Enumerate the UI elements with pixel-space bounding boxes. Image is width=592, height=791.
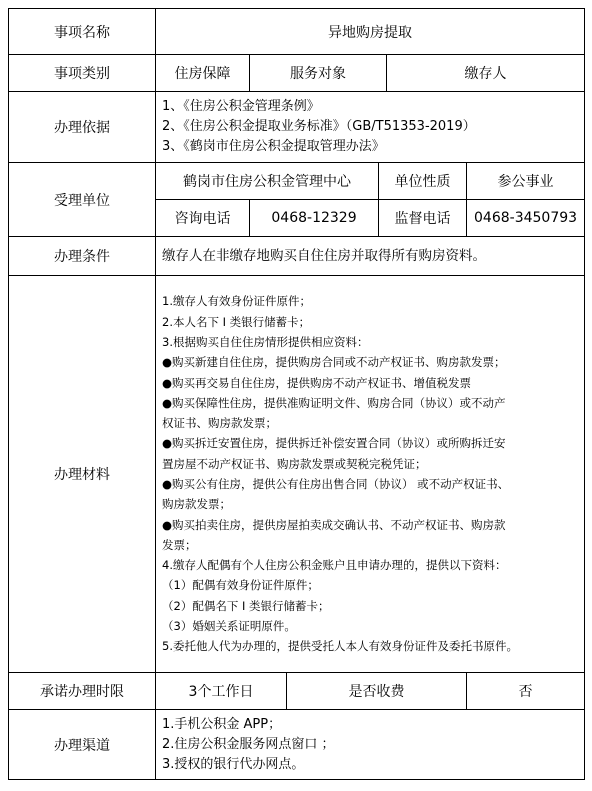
materials-line: 发票； [162, 537, 197, 552]
materials-line: 5.委托他人代为办理的，提供受托人本人有效身份证件及委托书原件。 [162, 639, 518, 654]
time-limit-label: 承诺办理时限 [9, 673, 156, 710]
phone-value: 0468-12329 [250, 200, 379, 237]
materials-line: 购房款发票； [162, 497, 231, 512]
office-nature-value: 参公事业 [467, 163, 585, 200]
materials-line: 权证书、购房款发票； [162, 416, 277, 431]
channel-item: 1.手机公积金 APP； [162, 716, 282, 732]
item-type-label: 事项类别 [9, 55, 156, 92]
basis-item: 3、《鹤岗市住房公积金提取管理办法》 [162, 139, 385, 154]
row-office [9, 163, 585, 200]
materials-line: （3）婚姻关系证明原件。 [162, 619, 296, 634]
channel-item: 2.住房公积金服务网点窗口 ； [162, 736, 335, 752]
materials-line: 4.缴存人配偶有个人住房公积金账户且申请办理的，提供以下资料： [162, 558, 507, 573]
materials-line: ●购买拆迁安置住房，提供拆迁补偿安置合同（协议）或所购拆迁安 [162, 436, 506, 451]
fee-value: 否 [467, 673, 585, 710]
row-materials [9, 276, 585, 673]
materials-content [156, 276, 585, 673]
office-name: 鹤岗市住房公积金管理中心 [156, 163, 379, 200]
basis-label: 办理依据 [9, 92, 156, 163]
supervise-phone-value: 0468-3450793 [467, 200, 585, 237]
materials-line: （1）配偶有效身份证件原件； [162, 578, 319, 593]
phone-label: 咨询电话 [156, 200, 250, 237]
channel-item: 3.授权的银行代办网点。 [162, 756, 305, 772]
materials-line: ●购买再交易自住住房，提供购房不动产权证书、增值税发票 [162, 375, 472, 390]
conditions-label: 办理条件 [9, 237, 156, 276]
service-object-label: 服务对象 [250, 55, 387, 92]
row-item-name [9, 9, 585, 55]
materials-line: 置房屋不动产权证书、购房款发票或契税完税凭证； [162, 456, 427, 471]
item-type-value: 住房保障 [156, 55, 250, 92]
materials-line: ●购买保障性住房，提供准购证明文件、购房合同（协议）或不动产 [162, 395, 506, 410]
office-nature-label: 单位性质 [379, 163, 467, 200]
materials-line: （2）配偶名下 I 类银行储蓄卡； [162, 598, 330, 613]
basis-content [156, 92, 585, 163]
channels-label: 办理渠道 [9, 710, 156, 780]
materials-line: ●购买公有住房，提供公有住房出售合同（协议） 或不动产权证书、 [162, 477, 510, 491]
row-time-limit [9, 673, 585, 710]
fee-label: 是否收费 [287, 673, 467, 710]
materials-line: 1.缴存人有效身份证件原件； [162, 294, 311, 309]
materials-line: ●购买新建自住住房，提供购房合同或不动产权证书、购房款发票； [162, 355, 506, 370]
office-label: 受理单位 [9, 163, 156, 237]
service-object-value: 缴存人 [387, 55, 585, 92]
row-basis [9, 92, 585, 163]
basis-item: 2、《住房公积金提取业务标准》（GB/T51353-2019） [162, 119, 476, 134]
row-conditions [9, 237, 585, 276]
item-name-label: 事项名称 [9, 9, 156, 55]
conditions-text: 缴存人在非缴存地购买自住住房并取得所有购房资料。 [156, 237, 585, 276]
materials-line: ●购买拍卖住房，提供房屋拍卖成交确认书、不动产权证书、购房款 [162, 517, 506, 532]
supervise-phone-label: 监督电话 [379, 200, 467, 237]
basis-item: 1、《住房公积金管理条例》 [162, 99, 320, 114]
row-channels [9, 710, 585, 780]
materials-line: 3.根据购买自住住房情形提供相应资料： [162, 334, 369, 349]
materials-line: 2.本人名下 I 类银行储蓄卡； [162, 314, 311, 329]
service-guide-table [8, 8, 585, 780]
item-name-value: 异地购房提取 [156, 9, 585, 55]
materials-label: 办理材料 [9, 276, 156, 673]
channels-content [156, 710, 585, 780]
time-limit-value: 3个工作日 [156, 673, 287, 710]
row-item-type [9, 55, 585, 92]
